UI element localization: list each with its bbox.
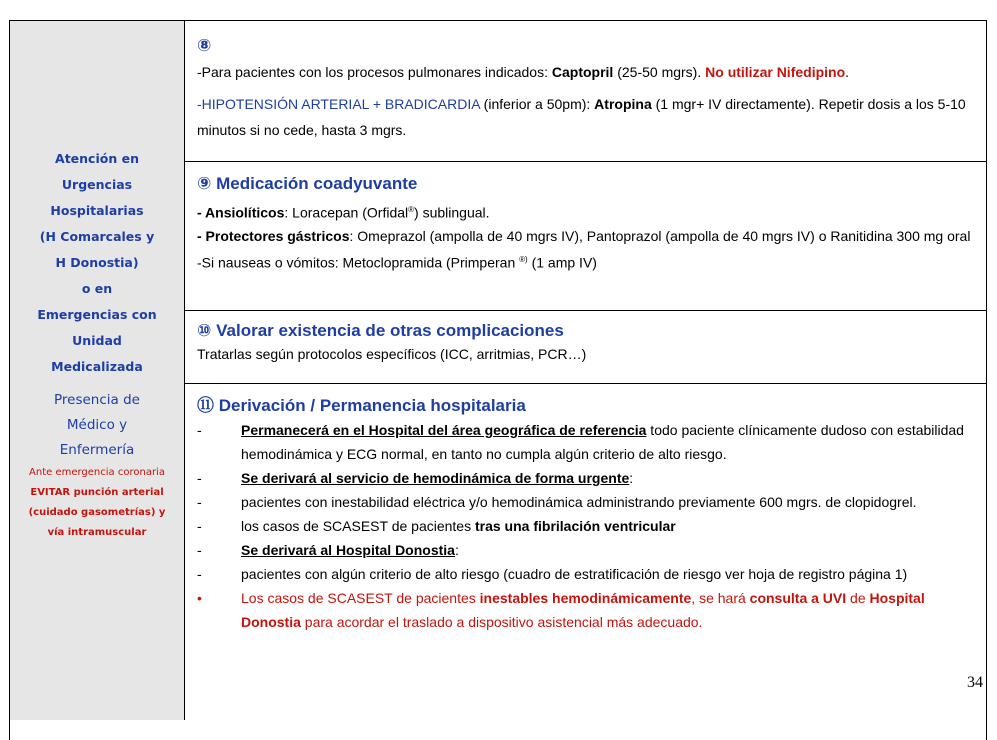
list-item-highlight: • Los casos de SCASEST de pacientes inestables hemodinámicamente, se hará consulta a UVI de Hospital Donostia para acordar el traslado a dispositivo asistencial más adecuado.	[197, 590, 925, 630]
left-note-bold: EVITAR punción arterial	[30, 487, 164, 498]
section-10	[185, 311, 987, 384]
section-8-paragraph-1: -Para pacientes con los procesos pulmonares indicados: Captopril (25-50 mgrs). No utilizar Nifedipino.	[197, 64, 850, 80]
left-line: Medicalizada	[51, 359, 143, 374]
left-line: Presencia de	[54, 392, 140, 408]
section-9-line-1: - Ansiolíticos: Loracepan (Orfidal®) sublingual.	[197, 204, 490, 221]
left-line: Emergencias con	[37, 307, 157, 322]
section-8-paragraph-2: -HIPOTENSIÓN ARTERIAL + BRADICARDIA (inferior a 50pm): Atropina (1 mgr+ IV directamente). Repetir dosis a los 5-10 minutos si no cede, hasta 3 mgrs.	[197, 96, 966, 138]
left-note-bold: vía intramuscular	[47, 527, 147, 538]
section-8	[185, 20, 987, 162]
list-item: - pacientes con inestabilidad eléctrica y/o hemodinámica administrando previamente 600 mgrs. de clopidogrel.	[197, 494, 917, 510]
left-note-bold: (cuidado gasometrías) y	[28, 507, 166, 518]
list-item: - Permanecerá en el Hospital del área geográfica de referencia todo paciente clínicamente dudoso con estabilidad hemodinámica y ECG normal, en tanto no cumpla algún criterio de alto riesgo.	[197, 422, 964, 462]
page-number: 34	[967, 674, 983, 691]
left-line: Atención en	[55, 151, 139, 166]
section-9-line-2: - Protectores gástricos: Omeprazol (ampolla de 40 mgrs IV), Pantoprazol (ampolla de 40 mgrs IV) o Ranitidina 300 mg oral	[197, 227, 971, 244]
list-item: - Se derivará al servicio de hemodinámica de forma urgente:	[197, 470, 634, 486]
section-11-heading: ⑪ Derivación / Permanencia hospitalaria	[197, 396, 526, 415]
list-item: - pacientes con algún criterio de alto riesgo (cuadro de estratificación de riesgo ver hoja de registro página 1)	[197, 566, 908, 582]
left-line: (H Comarcales y	[39, 229, 155, 244]
section-10-heading: ⑩ Valorar existencia de otras complicaciones	[197, 321, 564, 340]
section-9	[185, 162, 987, 311]
section-10-text: Tratarlas según protocolos específicos (ICC, arritmias, PCR…)	[197, 346, 587, 362]
section-8-number: ⑧	[197, 36, 212, 56]
left-line: Enfermería	[59, 442, 135, 458]
list-item: - Se derivará al Hospital Donostia:	[197, 542, 459, 558]
list-item: - los casos de SCASEST de pacientes tras una fibrilación ventricular	[197, 518, 676, 534]
left-line: Urgencias	[61, 177, 133, 192]
left-line: Hospitalarias	[50, 203, 144, 218]
section-9-line-3: -Si nauseas o vómitos: Metoclopramida (Primperan ®) (1 amp IV)	[197, 254, 597, 271]
left-note: Ante emergencia coronaria	[29, 467, 165, 478]
section-11	[185, 384, 987, 720]
left-line: o en	[81, 281, 113, 296]
left-line: Médico y	[66, 417, 128, 433]
left-line: H Donostia)	[55, 255, 139, 270]
left-line: Unidad	[72, 333, 122, 348]
section-9-heading: ⑨ Medicación coadyuvante	[197, 174, 418, 193]
